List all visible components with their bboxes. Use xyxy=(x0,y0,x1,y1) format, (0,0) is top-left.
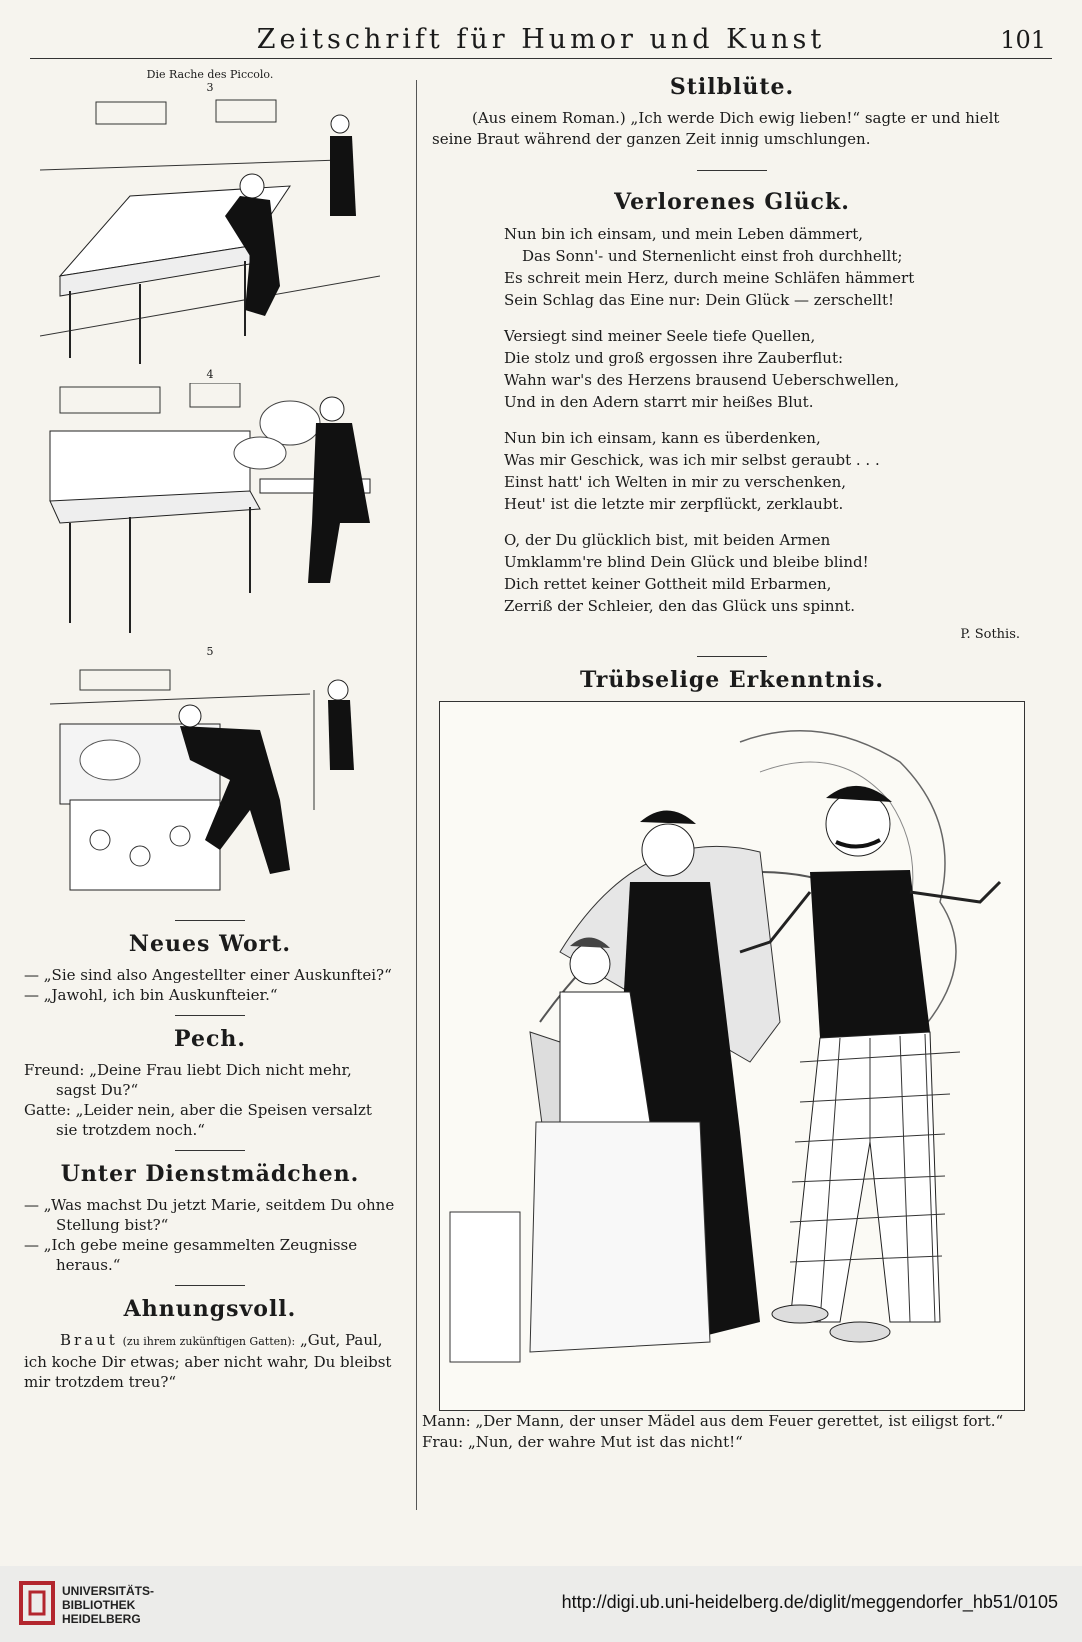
section-title: Stilblüte. xyxy=(669,74,795,100)
poem xyxy=(504,223,1042,617)
joke-line: — „Ich gebe meine gesammelten Zeugnisse heraus.“ xyxy=(24,1236,358,1274)
poem-stanza xyxy=(504,223,1042,311)
separator xyxy=(175,920,245,921)
cartoon-illustration xyxy=(439,701,1025,1411)
joke-text: „Gut, Paul, ich koche Dir etwas; aber nicht wahr, Du bleibst mir trotzdem treu?“ xyxy=(24,1331,392,1391)
page-header xyxy=(30,18,1052,59)
source-url-link[interactable]: http://digi.ub.uni-heidelberg.de/diglit/meggendorfer_hb51/0105 xyxy=(561,1592,1058,1612)
poem-line: Das Sonn'- und Sternenlicht einst froh durchhellt; xyxy=(522,247,903,265)
poem-line: Es schreit mein Herz, durch meine Schläfen hämmert xyxy=(504,269,915,287)
poem-line: Was mir Geschick, was ich mir selbst geraubt . . . xyxy=(504,451,880,469)
cartoon-title: Trübselige Erkenntnis. xyxy=(579,667,885,693)
poem-line: Dich rettet keiner Gottheit mild Erbarmen, xyxy=(504,575,832,593)
cartoon-caption-line: Mann: „Der Mann, der unser Mädel aus dem Feuer gerettet, ist eiligst fort.“ xyxy=(422,1412,1004,1430)
separator xyxy=(697,656,767,657)
section-title: Pech. xyxy=(174,1026,246,1052)
poem-line: Und in den Adern starrt mir heißes Blut. xyxy=(504,393,814,411)
cartoon-caption-line: Frau: „Nun, der wahre Mut ist das nicht!“ xyxy=(422,1433,743,1451)
section-title: Ahnungsvoll. xyxy=(123,1296,297,1322)
page-number: 101 xyxy=(1000,26,1046,54)
separator xyxy=(175,1015,245,1016)
comic-panel-3 xyxy=(40,96,380,366)
joke-paragraph xyxy=(24,1330,396,1392)
poem-stanza xyxy=(504,325,1042,413)
joke-line: Gatte: „Leider nein, aber die Speisen versalzt sie trotzdem noch.“ xyxy=(24,1101,372,1139)
library-name xyxy=(62,1584,154,1626)
cartoon-drawing xyxy=(440,702,1024,1410)
section-title: Neues Wort. xyxy=(128,931,292,957)
comic-panel-4 xyxy=(40,383,380,643)
joke-line: — „Was machst Du jetzt Marie, seitdem Du ohne Stellung bist?“ xyxy=(24,1196,395,1234)
stilbluete-text: (Aus einem Roman.) „Ich werde Dich ewig lieben!“ sagte er und hielt seine Braut während der ganzen Zeit innig umschlungen. xyxy=(432,109,1000,148)
poem-stanza xyxy=(504,529,1042,617)
journal-title: Zeitschrift für Humor und Kunst xyxy=(256,24,826,55)
joke-line: — „Jawohl, ich bin Auskunfteier.“ xyxy=(24,986,278,1004)
poem-stanza xyxy=(504,427,1042,515)
left-column xyxy=(24,68,396,1392)
poem-line: Heut' ist die letzte mir zerpflückt, zerklaubt. xyxy=(504,495,844,513)
column-divider xyxy=(416,80,417,1510)
panel-number: 5 xyxy=(206,645,214,658)
poem-line: Nun bin ich einsam, und mein Leben dämmert, xyxy=(504,225,864,243)
poem-line: Wahn war's des Herzens brausend Ueberschwellen, xyxy=(504,371,900,389)
poem-line: O, der Du glücklich bist, mit beiden Armen xyxy=(504,531,831,549)
poem-line: Nun bin ich einsam, kann es überdenken, xyxy=(504,429,821,447)
library-footer xyxy=(0,1566,1082,1642)
poem-line: Sein Schlag das Eine nur: Dein Glück — zerschellt! xyxy=(504,291,895,309)
poem-signature: P. Sothis. xyxy=(960,627,1020,642)
panel-number: 3 xyxy=(206,81,214,94)
separator xyxy=(175,1150,245,1151)
poem-line: Versiegt sind meiner Seele tiefe Quellen, xyxy=(504,327,816,345)
poem-line: Die stolz und groß ergossen ihre Zauberflut: xyxy=(504,349,844,367)
panel-number: 4 xyxy=(206,368,214,381)
poem-line: Umklamm're blind Dein Glück und bleibe blind! xyxy=(504,553,869,571)
right-column xyxy=(422,68,1042,1453)
comic-panel-5 xyxy=(40,660,380,910)
poem-title: Verlorenes Glück. xyxy=(614,189,850,215)
library-name-line: BIBLIOTHEK xyxy=(62,1598,136,1612)
separator xyxy=(697,170,767,171)
comic-title: Die Rache des Piccolo. xyxy=(146,68,274,81)
library-logo-icon xyxy=(18,1580,56,1626)
poem-line: Einst hatt' ich Welten in mir zu verschenken, xyxy=(504,473,847,491)
joke-line: Freund: „Deine Frau liebt Dich nicht mehr, sagst Du?“ xyxy=(24,1061,352,1099)
section-title: Unter Dienstmädchen. xyxy=(60,1161,360,1187)
library-name-line: UNIVERSITÄTS- xyxy=(62,1584,155,1598)
speaker: Braut xyxy=(60,1331,118,1349)
separator xyxy=(175,1285,245,1286)
poem-line: Zerriß der Schleier, den das Glück uns spinnt. xyxy=(504,597,856,615)
stage-direction: (zu ihrem zukünftigen Gatten): xyxy=(122,1335,296,1348)
joke-line: — „Sie sind also Angestellter einer Auskunftei?“ xyxy=(24,966,392,984)
library-name-line: HEIDELBERG xyxy=(62,1612,141,1626)
